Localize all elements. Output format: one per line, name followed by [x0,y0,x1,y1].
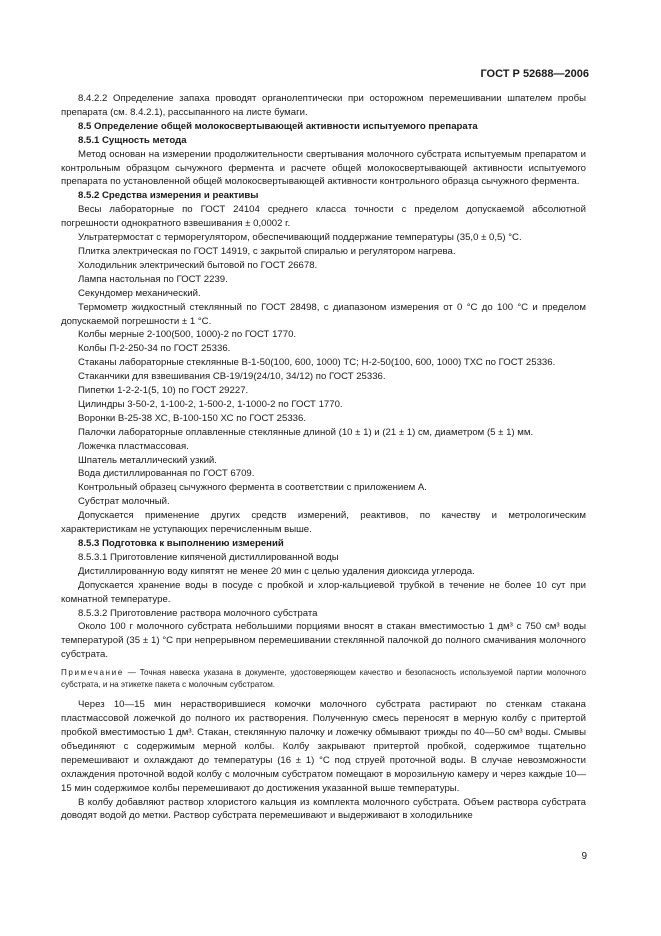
paragraph: Субстрат молочный. [78,496,170,508]
paragraph: Дистиллированную воду кипятят не менее 20 мин с целью удаления диоксида углерода. [78,565,475,577]
paragraph: 8.5.3 Подготовка к выполнению измерений [78,538,284,549]
paragraph: Пипетки 1-2-2-1(5, 10) по ГОСТ 29227. [78,385,249,397]
paragraph: Термометр жидкостный стеклянный по ГОСТ 28498, с диапазоном измерения от 0 °С до 100 °С и пределом допускаемой погрешности ± 1 °С. [61,301,586,327]
paragraph: Весы лабораторные по ГОСТ 24104 среднего класса точности с пределом допускаемой абсолютной погрешности однократного взвешивания ± 0,0002 г. [61,204,586,230]
paragraph: Секундомер механический. [78,287,201,299]
paragraph: Через 10—15 мин нерастворившиеся комочки молочного субстрата растирают по стенкам стакана пластмассовой ложечкой до полного их растворения. Полученную смесь переносят в мерную колбу с притертой пробкой вместимостью 1 дм³. Стакан, стеклянную палочку и ложечку обмывают трижды по 40—50 см³ воды. Смывы объединяют с содержимым мерной колбы. Колбу закрывают притертой пробкой, содержимое тщательно перемешивают и охлаждают до температуры (16 ± 1) °С под струей проточной воды. В случае невозможности охлаждения проточной водой колбу с молочным субстратом помещают в морозильную камеру и через каждые 10—15 мин содержимое колбы перемешивают до достижения указанной выше температуры. [61,699,586,794]
paragraph: Стаканы лабораторные стеклянные В-1-50(100, 600, 1000) ТС; Н-2-50(100, 600, 1000) ТХС по ГОСТ 25336. [78,357,556,369]
note-block [61,667,586,691]
note-text: Точная навеска указана в документе, удостоверяющем качество и безопасность используемой партии молочного субстрата, и на этикетке пакета с молочным субстратом. [61,668,586,690]
paragraph: Вода дистиллированная по ГОСТ 6709. [78,468,255,480]
paragraph: 8.5.2 Средства измерения и реактивы [78,190,259,202]
page-number: 9 [581,851,587,862]
text-block-continued [61,698,586,823]
paragraph: Холодильник электрический бытовой по ГОСТ 26678. [78,259,318,271]
paragraph: 8.5.3.2 Приготовление раствора молочного субстрата [78,607,318,619]
standard-header: ГОСТ Р 52688—2006 [480,68,589,80]
paragraph: Лампа настольная по ГОСТ 2239. [78,273,228,285]
paragraph: Ложечка пластмассовая. [78,440,189,452]
paragraph: Колбы мерные 2-100(500, 1000)-2 по ГОСТ 1770. [78,329,297,341]
paragraph: Цилиндры 3-50-2, 1-100-2, 1-500-2, 1-1000-2 по ГОСТ 1770. [78,398,343,410]
note-label: Примечание [61,668,124,678]
paragraph: Допускается хранение воды в посуде с пробкой и хлор-кальциевой трубкой в течение не более 10 сут при комнатной температуре. [61,579,586,605]
paragraph: Шпатель металлический узкий. [78,454,217,466]
paragraph: В колбу добавляют раствор хлористого кальция из комплекта молочного субстрата. Объем раствора субстрата доводят водой до метки. Раствор субстрата перемешивают и выдерживают в холодильнике [61,796,586,822]
paragraph: 8.5 Определение общей молокосвертывающей активности испытуемого препарата [78,120,478,132]
paragraph: 8.5.3.1 Приготовление кипяченой дистиллированной воды [78,551,339,563]
paragraph: Контрольный образец сычужного фермента в соответствии с приложением А. [78,482,427,494]
paragraph: Стаканчики для взвешивания СВ-19/19(24/10, 34/12) по ГОСТ 25336. [78,371,386,383]
paragraph: Допускается применение других средств измерений, реактивов, по качеству и метрологическим характеристикам не уступающих перечисленным выше. [61,510,586,536]
paragraph: Метод основан на измерении продолжительности свертывания молочного субстрата испытуемым препаратом и контрольным образцом сычужного фермента и расчете общей молокосвертывающей активности испытуемого препарата по установленной общей молокосвертывающей активности контрольного образца сычужного фермента. [61,148,586,188]
paragraph: Палочки лабораторные оплавленные стеклянные длиной (10 ± 1) и (21 ± 1) см, диаметром (5 ± 1) мм. [78,426,534,438]
paragraph: Колбы П-2-250-34 по ГОСТ 25336. [78,343,231,355]
paragraph: Плитка электрическая по ГОСТ 14919, с закрытой спиралью и регулятором нагрева. [78,245,456,257]
document-body [61,92,586,823]
note-dash: — [123,668,140,678]
paragraph: 8.5.1 Сущность метода [78,134,187,146]
text-block-main [61,92,586,662]
paragraph: Ультратермостат с терморегулятором, обеспечивающий поддержание температуры (35,0 ± 0,5) °С. [78,232,522,244]
paragraph: Воронки В-25-38 ХС, В-100-150 ХС по ГОСТ 25336. [78,412,306,424]
paragraph: 8.4.2.2 Определение запаха проводят органолептически при осторожном перемешивании шпателем пробы препарата (см. 8.4.2.1), рассыпанного на листе бумаги. [61,93,586,118]
paragraph: Около 100 г молочного субстрата небольшими порциями вносят в стакан вместимостью 1 дм³ с 750 см³ воды температурой (35 ± 1) °С при непрерывном перемешивании стеклянной палочкой до полного смачивания молочного субстрата. [61,621,586,661]
